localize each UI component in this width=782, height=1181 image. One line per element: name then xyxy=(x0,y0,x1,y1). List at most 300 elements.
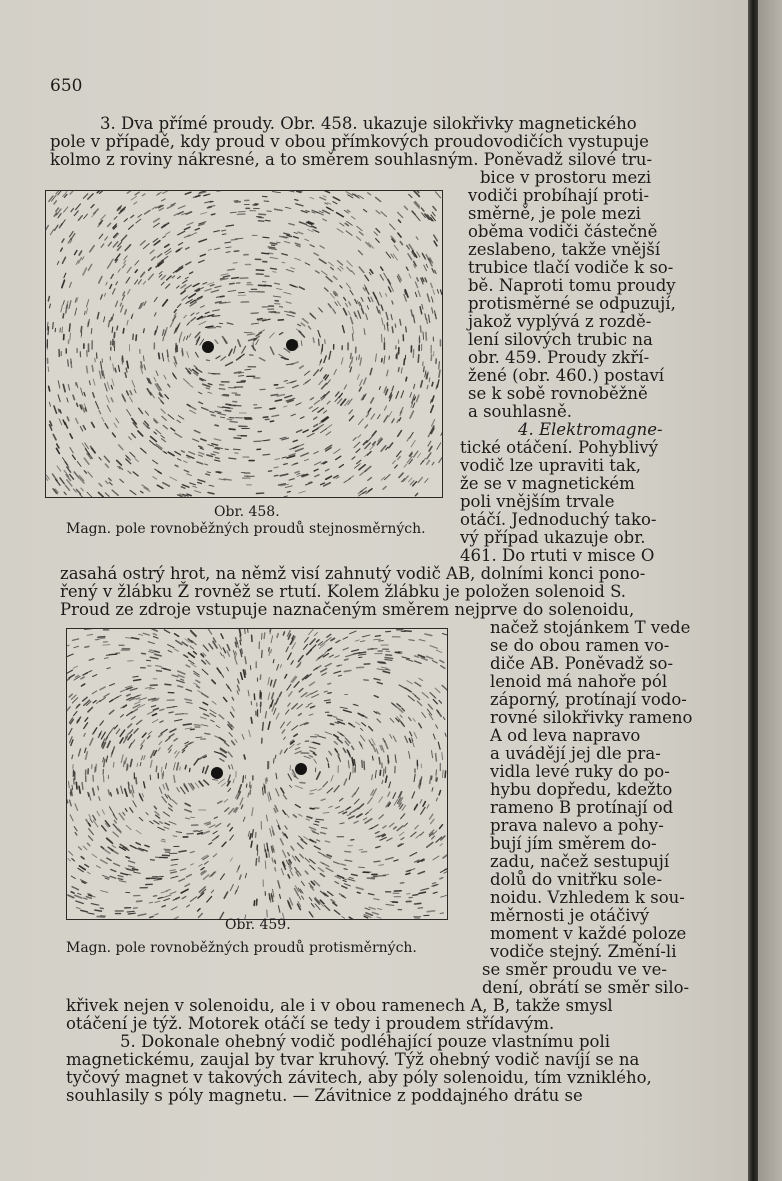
iron-filing xyxy=(216,458,220,459)
iron-filing xyxy=(205,733,210,734)
iron-filing xyxy=(382,334,383,342)
iron-filing xyxy=(263,723,264,731)
iron-filing xyxy=(277,634,278,638)
iron-filing xyxy=(274,475,278,476)
iron-filing xyxy=(240,636,241,641)
iron-filing xyxy=(87,366,88,372)
iron-filing xyxy=(413,895,418,896)
iron-filing xyxy=(398,368,399,372)
iron-filing xyxy=(331,724,334,725)
iron-filing xyxy=(345,851,351,852)
iron-filing xyxy=(124,761,125,766)
iron-filing xyxy=(133,869,138,870)
iron-filing xyxy=(435,311,436,315)
section-heading: 4. Elektromagne- xyxy=(518,420,663,439)
iron-filing xyxy=(271,268,277,269)
iron-filing xyxy=(117,789,118,794)
iron-filing xyxy=(234,251,239,252)
iron-filing xyxy=(243,776,244,782)
iron-filing xyxy=(227,419,232,420)
iron-filing xyxy=(396,652,400,653)
text-line: měrnosti je otáčivý xyxy=(490,906,650,925)
iron-filing xyxy=(191,729,195,730)
conductor-dot xyxy=(202,341,214,353)
iron-filing xyxy=(273,831,274,835)
text-line: oběma vodiči částečně xyxy=(468,222,658,241)
iron-filing xyxy=(265,419,269,420)
iron-filing xyxy=(364,762,365,770)
figure-459-number: Obr. 459. xyxy=(225,917,291,933)
iron-filing xyxy=(173,836,177,837)
iron-filing xyxy=(72,755,73,759)
text-line: zasahá ostrý hrot, na němž visí zahnutý vodič AB, dolními konci pono- xyxy=(60,564,646,583)
iron-filing xyxy=(275,860,276,863)
text-line: protisměrné se odpuzují, xyxy=(468,294,676,313)
iron-filing xyxy=(256,859,257,866)
iron-filing xyxy=(69,324,70,331)
iron-filing xyxy=(79,786,80,793)
iron-filing xyxy=(146,660,150,661)
iron-filing xyxy=(344,671,350,672)
iron-filing xyxy=(352,334,353,341)
iron-filing xyxy=(113,762,114,767)
text-line: žené (obr. 460.) postaví xyxy=(468,366,665,385)
iron-filing xyxy=(219,389,225,390)
iron-filing xyxy=(176,714,184,715)
text-line: načež stojánkem T vede xyxy=(490,618,691,637)
iron-filing xyxy=(133,334,134,339)
iron-filing xyxy=(256,270,264,271)
iron-filing xyxy=(112,327,113,332)
iron-filing xyxy=(379,758,380,764)
iron-filing xyxy=(211,214,215,215)
iron-filing xyxy=(251,841,252,847)
iron-filing xyxy=(274,467,278,468)
text-line: diče AB. Poněvadž so- xyxy=(490,654,674,673)
iron-filing xyxy=(97,917,104,918)
iron-filing xyxy=(229,429,235,430)
iron-filing xyxy=(219,323,222,324)
text-line: souhlasily s póly magnetu. — Závitnice z poddajného drátu se xyxy=(66,1086,583,1105)
iron-filing xyxy=(415,903,421,904)
iron-filing xyxy=(193,831,197,832)
iron-filing xyxy=(384,325,385,330)
iron-filing xyxy=(233,263,237,264)
iron-filing xyxy=(270,421,273,422)
figure-458-image xyxy=(45,190,443,498)
text-line: a souhlasně. xyxy=(468,402,572,421)
iron-filing xyxy=(230,418,235,419)
iron-filing xyxy=(246,784,247,787)
iron-filing xyxy=(48,367,49,372)
iron-filing xyxy=(211,415,215,416)
iron-filing xyxy=(432,776,433,780)
conductor-dot xyxy=(211,767,223,779)
iron-filing xyxy=(264,844,265,852)
text-line: se směr proudu ve ve- xyxy=(482,960,667,979)
text-line: poli vnějším trvale xyxy=(460,492,615,511)
iron-filing xyxy=(379,865,384,866)
iron-filing xyxy=(313,338,314,343)
iron-filing xyxy=(127,911,134,912)
iron-filing xyxy=(310,808,314,809)
iron-filing xyxy=(257,319,262,320)
iron-filing xyxy=(354,760,355,765)
text-line: noidu. Vzhledem k sou- xyxy=(490,888,685,907)
iron-filing xyxy=(232,278,239,279)
text-line: otáčí. Jednoduchý tako- xyxy=(460,510,657,529)
iron-filing xyxy=(230,212,236,213)
text-line: trubice tlačí vodiče k so- xyxy=(468,258,674,277)
iron-filing xyxy=(191,817,195,818)
iron-filing xyxy=(424,367,425,372)
iron-filing xyxy=(115,368,116,372)
conductor-dot xyxy=(286,339,298,351)
iron-filing xyxy=(53,323,54,329)
iron-filing xyxy=(437,778,438,781)
iron-filing xyxy=(234,438,241,439)
iron-filing xyxy=(228,269,235,270)
iron-filing xyxy=(359,657,362,658)
iron-filing xyxy=(265,220,270,221)
iron-filing xyxy=(263,454,270,455)
text-line: vý případ ukazuje obr. xyxy=(460,528,646,547)
iron-filing xyxy=(270,408,275,409)
text-line: bice v prostoru mezi xyxy=(480,168,652,187)
iron-filing xyxy=(334,717,337,718)
iron-filing xyxy=(144,329,145,333)
iron-filing xyxy=(383,875,388,876)
text-line: že se v magnetickém xyxy=(460,474,635,493)
iron-filing xyxy=(395,324,396,327)
iron-filing xyxy=(103,645,110,646)
iron-filing xyxy=(230,283,235,284)
iron-filing xyxy=(273,272,276,273)
iron-filing xyxy=(254,901,255,906)
iron-filing xyxy=(328,764,329,768)
figure-458-number: Obr. 458. xyxy=(214,504,280,520)
iron-filing xyxy=(164,849,170,850)
iron-filing xyxy=(241,649,242,654)
iron-filing xyxy=(100,908,103,909)
iron-filing xyxy=(275,304,280,305)
conductor-dot xyxy=(295,763,307,775)
text-line: vodiči probíhají proti- xyxy=(468,186,650,205)
iron-filing xyxy=(226,302,231,303)
iron-filing xyxy=(106,655,111,656)
iron-filing xyxy=(398,651,402,652)
iron-filing xyxy=(153,634,156,635)
iron-filing xyxy=(157,878,162,879)
iron-filing xyxy=(382,781,383,784)
iron-filing xyxy=(404,359,405,365)
iron-filing xyxy=(154,896,157,897)
iron-filing xyxy=(405,631,412,632)
iron-filing xyxy=(208,328,216,329)
iron-filing xyxy=(315,821,319,822)
iron-filing xyxy=(392,327,393,333)
iron-filing xyxy=(352,357,353,362)
iron-filing xyxy=(250,834,251,839)
iron-filing xyxy=(362,852,367,853)
iron-filing xyxy=(286,400,289,401)
text-line: směrně, je pole mezi xyxy=(468,204,641,223)
iron-filing xyxy=(443,770,444,777)
iron-filing xyxy=(162,767,163,772)
text-line: řený v žlábku Ž rovněž se rtutí. Kolem žlábku je položen solenoid S. xyxy=(60,582,627,601)
iron-filing xyxy=(259,214,266,215)
iron-filing xyxy=(92,366,93,372)
iron-filing xyxy=(155,331,156,335)
iron-filing xyxy=(344,869,347,870)
iron-filing xyxy=(104,658,108,659)
iron-filing xyxy=(181,679,184,680)
book-spine xyxy=(748,0,758,1181)
iron-filing xyxy=(328,693,332,694)
iron-filing xyxy=(225,449,228,450)
iron-filing xyxy=(406,870,410,871)
iron-filing xyxy=(218,472,221,473)
text-line: vodič lze upraviti tak, xyxy=(460,456,641,475)
iron-filing xyxy=(85,408,86,411)
iron-filing xyxy=(245,369,251,370)
iron-filing xyxy=(216,302,222,303)
iron-filing xyxy=(171,859,178,860)
text-line: rovné silokřivky rameno xyxy=(490,708,693,727)
iron-filing xyxy=(159,353,160,358)
iron-filing xyxy=(284,464,288,465)
iron-filing xyxy=(140,763,141,766)
iron-filing xyxy=(137,901,142,902)
text-line: 3. Dva přímé proudy. Obr. 458. ukazuje silokřivky magnetického xyxy=(100,114,637,133)
iron-filing xyxy=(206,474,210,475)
text-line: kolmo z roviny nákresné, a to směrem souhlasným. Poněvadž silové tru- xyxy=(50,150,653,169)
iron-filing xyxy=(96,764,97,771)
iron-filing xyxy=(149,902,152,903)
iron-filing xyxy=(427,385,428,388)
iron-filing xyxy=(272,245,275,246)
iron-filing xyxy=(85,646,89,647)
iron-filing xyxy=(432,382,433,386)
iron-filing xyxy=(400,883,404,884)
iron-filing xyxy=(70,333,71,340)
iron-filing xyxy=(385,658,393,659)
iron-filing xyxy=(68,360,69,366)
iron-filing xyxy=(379,311,380,314)
text-line: prava nalevo a pohy- xyxy=(490,816,664,835)
text-line: pole v případě, kdy proud v obou přímkových proudovodičích vystupuje xyxy=(50,132,649,151)
iron-filing xyxy=(48,297,49,301)
iron-filing xyxy=(338,675,341,676)
iron-filing xyxy=(250,790,251,794)
text-line: zadu, načež sestupují xyxy=(490,852,670,871)
iron-filing xyxy=(380,770,381,775)
iron-filing xyxy=(114,333,115,338)
iron-filing xyxy=(229,458,236,459)
text-line: zeslabeno, takže vnější xyxy=(468,240,661,259)
iron-filing xyxy=(233,449,240,450)
iron-filing xyxy=(300,783,305,784)
text-line: se do obou ramen vo- xyxy=(490,636,670,655)
text-line: jakož vyplývá z rozdě- xyxy=(468,312,652,331)
iron-filing xyxy=(128,913,135,914)
iron-filing xyxy=(262,253,269,254)
iron-filing xyxy=(271,649,272,652)
text-line: obr. 459. Proudy zkří- xyxy=(468,348,650,367)
figure-458-caption: Magn. pole rovnoběžných proudů stejnosměrných. xyxy=(66,521,426,537)
iron-filing xyxy=(95,910,102,911)
iron-filing xyxy=(244,755,245,759)
iron-filing xyxy=(230,421,237,422)
text-line: vidla levé ruky do po- xyxy=(490,762,670,781)
iron-filing xyxy=(345,659,349,660)
iron-filing xyxy=(222,230,226,231)
iron-filing xyxy=(386,655,392,656)
iron-filing xyxy=(142,653,146,654)
text-line: lenoid má nahoře pól xyxy=(490,672,668,691)
iron-filing xyxy=(128,782,129,785)
iron-filing xyxy=(269,648,270,651)
iron-filing xyxy=(63,314,64,318)
iron-filing xyxy=(231,239,237,240)
text-line: vodiče stejný. Změní-li xyxy=(490,942,677,961)
iron-filing xyxy=(165,684,171,685)
iron-filing xyxy=(440,913,444,914)
figure-459-caption: Magn. pole rovnoběžných proudů protisměrných. xyxy=(66,940,417,956)
iron-filing xyxy=(426,332,427,340)
iron-filing xyxy=(151,860,155,861)
iron-filing xyxy=(406,873,410,874)
text-line: a uvádějí jej dle pra- xyxy=(490,744,661,763)
iron-filing xyxy=(418,355,419,362)
iron-filing xyxy=(409,640,414,641)
text-line: dení, obrátí se směr silo- xyxy=(482,978,690,997)
iron-filing xyxy=(374,861,380,862)
iron-filing xyxy=(406,327,407,332)
text-line: rameno B protínají od xyxy=(490,798,674,817)
iron-filing xyxy=(71,892,74,893)
iron-filing xyxy=(275,868,276,871)
iron-filing xyxy=(77,403,78,406)
iron-filing xyxy=(383,769,384,776)
iron-filing xyxy=(82,783,83,790)
iron-filing xyxy=(215,448,219,449)
iron-filing xyxy=(180,767,181,770)
iron-filing xyxy=(273,846,274,851)
iron-filing xyxy=(107,668,110,669)
iron-filing xyxy=(238,376,243,377)
iron-filing xyxy=(436,754,437,761)
text-line: tické otáčení. Pohyblivý xyxy=(460,438,659,457)
text-line: otáčení je týž. Motorek otáčí se tedy i proudem střídavým. xyxy=(66,1014,555,1033)
iron-filing xyxy=(98,786,99,790)
iron-filing xyxy=(323,812,329,813)
adjacent-page-edge xyxy=(758,0,782,1181)
iron-filing xyxy=(126,368,127,372)
iron-filing xyxy=(359,355,360,359)
iron-filing xyxy=(123,329,124,333)
text-line: křivek nejen v solenoidu, ale i v obou ramenech A, B, takže smysl xyxy=(66,996,613,1015)
iron-filing xyxy=(126,638,132,639)
text-line: bují jím směrem do- xyxy=(490,834,657,853)
iron-filing xyxy=(435,777,436,781)
iron-filing xyxy=(267,211,271,212)
iron-filing xyxy=(274,759,275,763)
iron-filing xyxy=(272,896,273,902)
iron-filing xyxy=(382,359,383,362)
iron-filing xyxy=(81,327,82,332)
iron-filing xyxy=(277,242,280,243)
iron-filing xyxy=(76,782,77,789)
iron-filing xyxy=(150,917,153,918)
iron-filing xyxy=(263,417,268,418)
iron-filing xyxy=(185,765,186,769)
iron-filing xyxy=(143,356,144,361)
iron-filing xyxy=(328,683,331,684)
iron-filing xyxy=(157,671,162,672)
iron-filing xyxy=(272,858,273,862)
iron-filing xyxy=(283,632,284,635)
iron-filing xyxy=(237,382,245,383)
iron-filing xyxy=(284,496,287,497)
text-line: tyčový magnet v takových závitech, aby póly solenoidu, tím vzniklého, xyxy=(66,1068,652,1087)
iron-filing xyxy=(357,892,360,893)
iron-filing xyxy=(149,688,154,689)
iron-filing xyxy=(445,771,446,777)
iron-filing xyxy=(440,878,443,879)
iron-filing xyxy=(49,386,50,391)
iron-filing xyxy=(122,358,123,364)
iron-filing xyxy=(117,326,118,330)
text-line: Proud ze zdroje vstupuje naznačeným směrem nejprve do solenoidu, xyxy=(60,600,635,619)
iron-filing xyxy=(156,766,157,771)
iron-filing xyxy=(275,755,276,758)
iron-filing xyxy=(364,680,368,681)
iron-filing xyxy=(136,778,137,784)
iron-filing xyxy=(356,357,357,360)
iron-filing xyxy=(183,724,191,725)
iron-filing xyxy=(264,633,265,639)
iron-filing xyxy=(62,327,63,333)
iron-filing xyxy=(235,238,242,239)
iron-filing xyxy=(251,718,252,724)
iron-filing xyxy=(423,332,424,340)
iron-filing xyxy=(128,874,131,875)
iron-filing xyxy=(137,763,138,766)
iron-filing xyxy=(215,425,218,426)
iron-filing xyxy=(431,400,432,403)
iron-filing xyxy=(319,339,320,345)
iron-filing xyxy=(190,768,191,771)
iron-filing xyxy=(265,440,270,441)
iron-filing xyxy=(70,793,71,796)
iron-filing xyxy=(235,372,241,373)
iron-filing xyxy=(67,800,68,803)
text-line: se k sobě rovnoběžně xyxy=(468,384,648,403)
iron-filing xyxy=(379,663,385,664)
iron-filing xyxy=(91,329,92,334)
text-line: lení silových trubic na xyxy=(468,330,653,349)
iron-filing xyxy=(111,793,112,796)
iron-filing xyxy=(222,395,228,396)
iron-filing xyxy=(136,335,137,340)
iron-filing xyxy=(251,313,258,314)
iron-filing xyxy=(287,492,290,493)
iron-filing xyxy=(295,200,298,201)
iron-filing xyxy=(406,377,407,380)
iron-filing xyxy=(206,360,209,361)
text-line: záporný, protínají vodo- xyxy=(490,690,687,709)
